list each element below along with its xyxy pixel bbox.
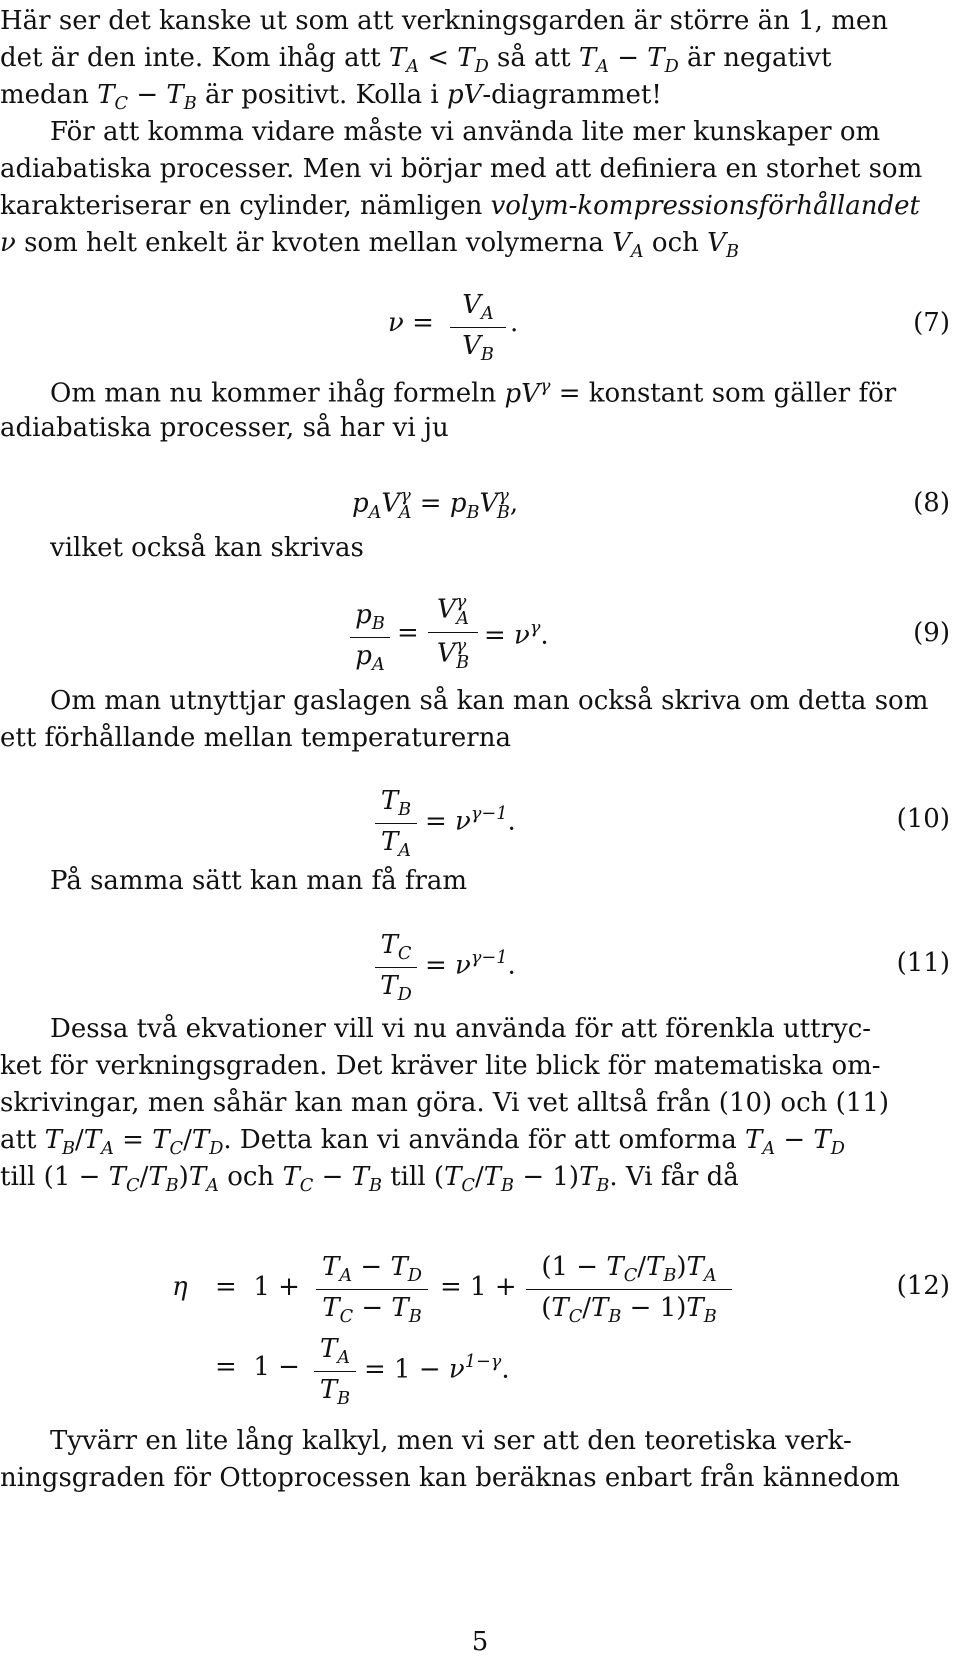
text: Om man nu kommer ihåg formeln (50, 378, 497, 409)
fraction: $T_A$ $T_B$ (314, 1334, 356, 1409)
text: På samma sätt kan man få fram (50, 866, 468, 896)
equation-number: (9) (913, 618, 950, 648)
fraction: $p_B$ $p_A$ (350, 600, 390, 675)
text-line-5 (0, 156, 922, 182)
math-inline: pV (446, 80, 483, 110)
text-line-6 (0, 193, 920, 219)
text-line-12 (0, 725, 511, 751)
text: är positivt. Kolla i (205, 80, 439, 110)
text-line-18 (0, 1164, 739, 1196)
equation-number: (10) (896, 804, 950, 834)
fraction: $T_A - T_D$ $T_C - T_B$ (316, 1252, 428, 1327)
text: vilket också kan skrivas (50, 533, 364, 563)
text-line-19 (50, 1428, 852, 1454)
text: För att komma vidare måste vi använda lite mer kunskaper om (50, 117, 881, 147)
text: ket för verkningsgraden. Det kräver lite blick för matematiska om- (0, 1051, 881, 1081)
text: som helt enkelt är kvoten mellan volymerna (24, 228, 604, 258)
math-inline: $T_A - T_D$ (578, 43, 679, 78)
text: karakteriserar en cylinder, nämligen (0, 191, 483, 221)
text: det är den inte. Kom ihåg att (0, 43, 381, 73)
equation-number: (7) (913, 308, 950, 338)
text: = konstant som gäller för (558, 378, 897, 409)
text: att (0, 1125, 37, 1155)
text-line-17 (0, 1127, 845, 1159)
text-line-13 (50, 868, 467, 894)
text: adiabatiska processer, så har vi ju (0, 413, 449, 443)
text-line-2 (0, 45, 831, 77)
text: och (651, 228, 699, 258)
math-inline: $T_C - T_B$ (282, 1162, 382, 1197)
text: och (227, 1162, 275, 1192)
text-line-10 (50, 535, 364, 561)
text: ningsgraden för Ottoprocessen kan beräknas enbart från kännedom (0, 1463, 900, 1493)
text: till (0, 1162, 36, 1192)
page-number: 5 (471, 1627, 489, 1657)
math-inline: $T_C - T_B$ (97, 80, 197, 115)
equation-12-eq1: = 1 + (215, 1272, 300, 1302)
text: Om man utnyttjar gaslagen så kan man också skriva om detta som (50, 686, 929, 716)
equation-12-mid: = 1 + (440, 1272, 517, 1302)
text: -diagrammet! (482, 80, 662, 110)
text-line-20 (0, 1465, 900, 1491)
text: till (390, 1162, 426, 1192)
equation-12-rhs: = $1 - \nu^{1-\gamma}$. (364, 1352, 510, 1385)
text-line-15 (0, 1053, 881, 1079)
text-line-1 (0, 8, 888, 34)
period: . (510, 308, 519, 338)
equation-9-rhs: = $\nu^\gamma$. (484, 618, 549, 651)
text: medan (0, 80, 89, 110)
text-line-14 (50, 1016, 871, 1042)
text: Här ser det kanske ut som att verkningsgarden är större än 1, men (0, 6, 888, 36)
text-line-16 (0, 1090, 889, 1116)
text-line-4 (50, 119, 880, 145)
equation-7: ν = (388, 308, 434, 338)
fraction: $T_C$ $T_D$ (375, 930, 417, 1005)
math-inline: $V_A$ (612, 228, 644, 263)
math-inline: ν (0, 228, 16, 258)
text-line-11 (50, 688, 928, 714)
equation-number: (8) (913, 488, 950, 518)
text: adiabatiska processer. Men vi börjar med att definiera en storhet som (0, 154, 923, 184)
text: . Vi får då (609, 1162, 739, 1192)
math-inline: $(1 - T_C/T_B)T_A$ (43, 1162, 219, 1197)
text-line-9 (0, 415, 449, 441)
math-inline: $pV^\gamma$ (504, 376, 551, 409)
equation-number: (12) (896, 1271, 950, 1301)
text-line-3 (0, 82, 662, 114)
text: . Detta kan vi använda för att omforma (223, 1125, 737, 1155)
text: Tyvärr en lite lång kalkyl, men vi ser att den teoretiska verk- (50, 1426, 852, 1456)
fraction: $T_B$ $T_A$ (375, 786, 417, 861)
text: så att (497, 43, 571, 73)
equation-12-line2: = 1 − (215, 1352, 300, 1382)
math-inline: $(T_C/T_B - 1)T_B$ (433, 1162, 610, 1197)
equation-8: $p_AV^\gamma_A = p_BV^\gamma_B$, (352, 486, 519, 523)
equation-9: = (397, 618, 419, 648)
math-inline: $T_B/T_A = T_C/T_D$ (44, 1125, 224, 1160)
math-inline: $T_A < T_D$ (388, 43, 489, 78)
fraction: $(1 - T_C/T_B)T_A$ $(T_C/T_B - 1)T_B$ (526, 1252, 732, 1327)
fraction: $V_A$ $V_B$ (450, 290, 506, 365)
text: skrivingar, men såhär kan man göra. Vi vet alltså från (10) och (11) (0, 1088, 890, 1118)
equation-10: = $\nu^{\gamma-1}$. (425, 804, 516, 837)
math-inline: $V_B$ (707, 228, 739, 263)
text: Dessa två ekvationer vill vi nu använda för att förenkla uttryc- (50, 1014, 872, 1044)
text: är negativt (687, 43, 832, 73)
fraction: $V^\gamma_A$ $V^\gamma_B$ (428, 592, 478, 673)
math-inline: $T_A - T_D$ (744, 1125, 845, 1160)
equation-11: = $\nu^{\gamma-1}$. (425, 948, 516, 981)
equation-12-eta: η (172, 1272, 188, 1302)
text: ett förhållande mellan temperaturerna (0, 723, 511, 753)
text-emph: volym-kompressionsförhållandet (490, 191, 920, 221)
equation-number: (11) (896, 948, 950, 978)
text-line-7 (0, 230, 739, 262)
text-line-8 (50, 378, 896, 407)
